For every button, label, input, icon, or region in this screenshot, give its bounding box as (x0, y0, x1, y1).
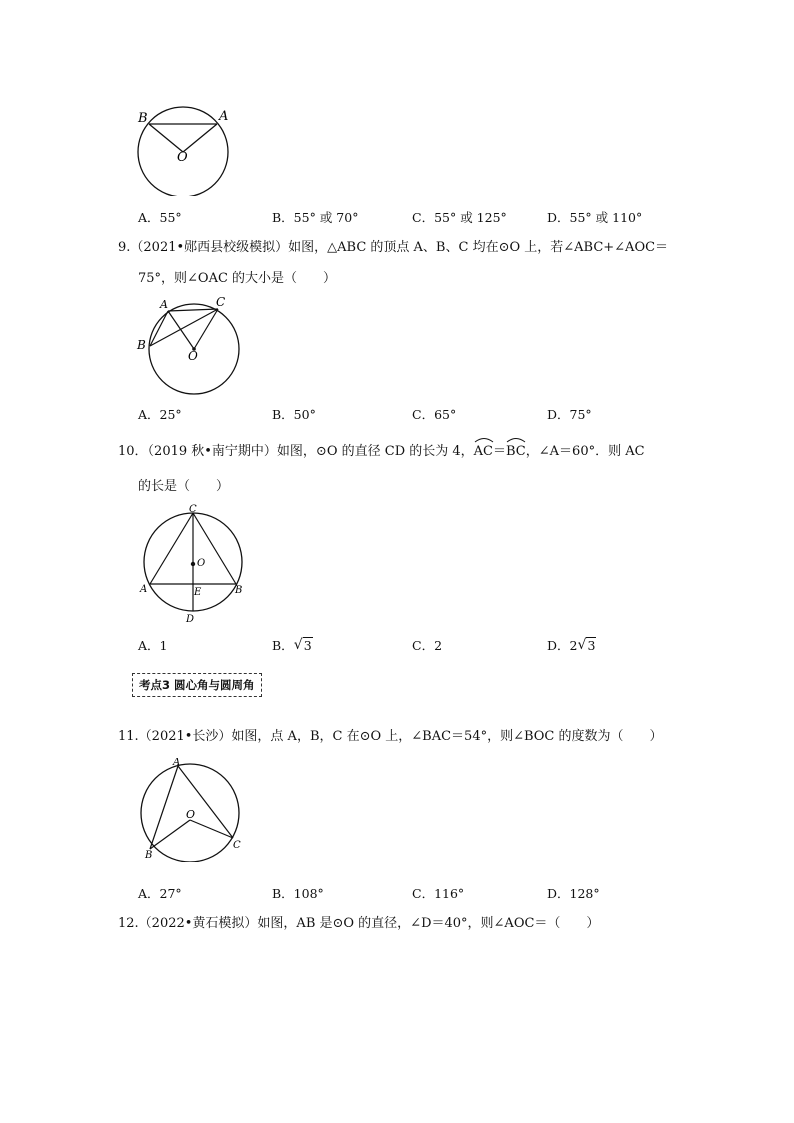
q9-option-a: A．25° (138, 407, 182, 422)
label-d: D (186, 614, 195, 625)
q8-option-d: D．55° 或 110° (547, 210, 643, 225)
q10-suffix: ，∠A＝60°．则 AC (525, 444, 645, 459)
label-e: E (194, 587, 202, 598)
arc-ac-text: AC (473, 444, 493, 459)
label-b: B (145, 850, 153, 861)
q11-stem: 11.（2021•长沙）如图，点 A，B，C 在⊙O 上，∠BAC＝54°，则∠BOC 的度数为（ ） (118, 729, 663, 744)
radius-oa (183, 124, 217, 152)
label-b: B (235, 585, 243, 596)
center-dot (191, 562, 195, 566)
q11-option-b: B．108° (272, 886, 324, 901)
radius-ob (149, 124, 183, 152)
option-d-label: D．2 (547, 638, 578, 653)
label-b: B (137, 338, 146, 352)
radical-sign: √ (577, 637, 587, 653)
arc-bc (506, 443, 526, 461)
arc-mark (474, 437, 494, 443)
label-a: A (160, 298, 168, 311)
q9-option-b: B．50° (272, 407, 316, 422)
label-a: A (219, 109, 229, 124)
arc-ac (474, 443, 493, 461)
q11-option-a: A．27° (138, 886, 182, 901)
segment-ac (178, 766, 233, 838)
q8-option-b: B．55° 或 70° (272, 210, 359, 225)
q12-stem: 12.（2022•黄石模拟）如图，AB 是⊙O 的直径，∠D＝40°，则∠AOC＝（ ） (118, 916, 600, 931)
label-o: O (177, 150, 188, 165)
segment-ac (168, 309, 218, 311)
q10-stem-line2: 的长是（ ） (138, 479, 230, 494)
q10-eq: ＝ (493, 444, 507, 459)
sqrt-3 (294, 638, 313, 653)
sqrt-3 (577, 638, 596, 653)
figure-q11 (136, 758, 248, 862)
arc-bc-text: BC (506, 444, 526, 459)
label-o: O (197, 558, 206, 569)
q8-option-c: C．55° 或 125° (412, 210, 507, 225)
option-b-label: B． (272, 638, 294, 653)
label-b: B (138, 111, 148, 126)
q10-prefix: 10．（2019 秋•南宁期中）如图，⊙O 的直径 CD 的长为 4， (118, 444, 474, 459)
figure-q8 (130, 104, 240, 196)
q11-option-c: C．116° (412, 886, 465, 901)
q9-option-d: D．75° (547, 407, 592, 422)
arc-mark (506, 437, 526, 443)
q10-option-c: C．2 (412, 638, 443, 653)
q9-option-c: C．65° (412, 407, 457, 422)
figure-q9 (134, 296, 246, 396)
q10-option-d (547, 636, 596, 654)
q10-option-b (272, 636, 313, 654)
label-o: O (186, 808, 196, 821)
segment-cb (193, 513, 236, 584)
segment-ao (168, 311, 194, 349)
q9-stem-line1: 9.（2021•郧西县校级模拟）如图，△ABC 的顶点 A、B、C 均在⊙O 上，若∠ABC+∠AOC＝ (118, 240, 669, 255)
q10-stem-line1 (118, 443, 645, 461)
label-c: C (216, 296, 226, 309)
segment-ab (150, 766, 178, 849)
segment-ca (150, 513, 193, 584)
segment-ob (150, 820, 190, 849)
radical-sign: √ (293, 637, 303, 653)
q8-option-a: A．55° (138, 210, 182, 225)
q11-option-d: D．128° (547, 886, 600, 901)
section-header: 考点3 圆心角与圆周角 (132, 673, 262, 697)
segment-bc (150, 309, 218, 346)
label-c: C (189, 504, 197, 515)
q9-stem-line2: 75°，则∠OAC 的大小是（ ） (138, 271, 337, 286)
label-o: O (188, 349, 198, 363)
radicand: 3 (587, 638, 596, 653)
q10-option-a: A．1 (138, 638, 168, 653)
label-a: A (173, 758, 181, 768)
label-c: C (233, 840, 241, 851)
radicand: 3 (303, 638, 312, 653)
label-a: A (140, 584, 148, 595)
figure-q10 (136, 504, 248, 626)
